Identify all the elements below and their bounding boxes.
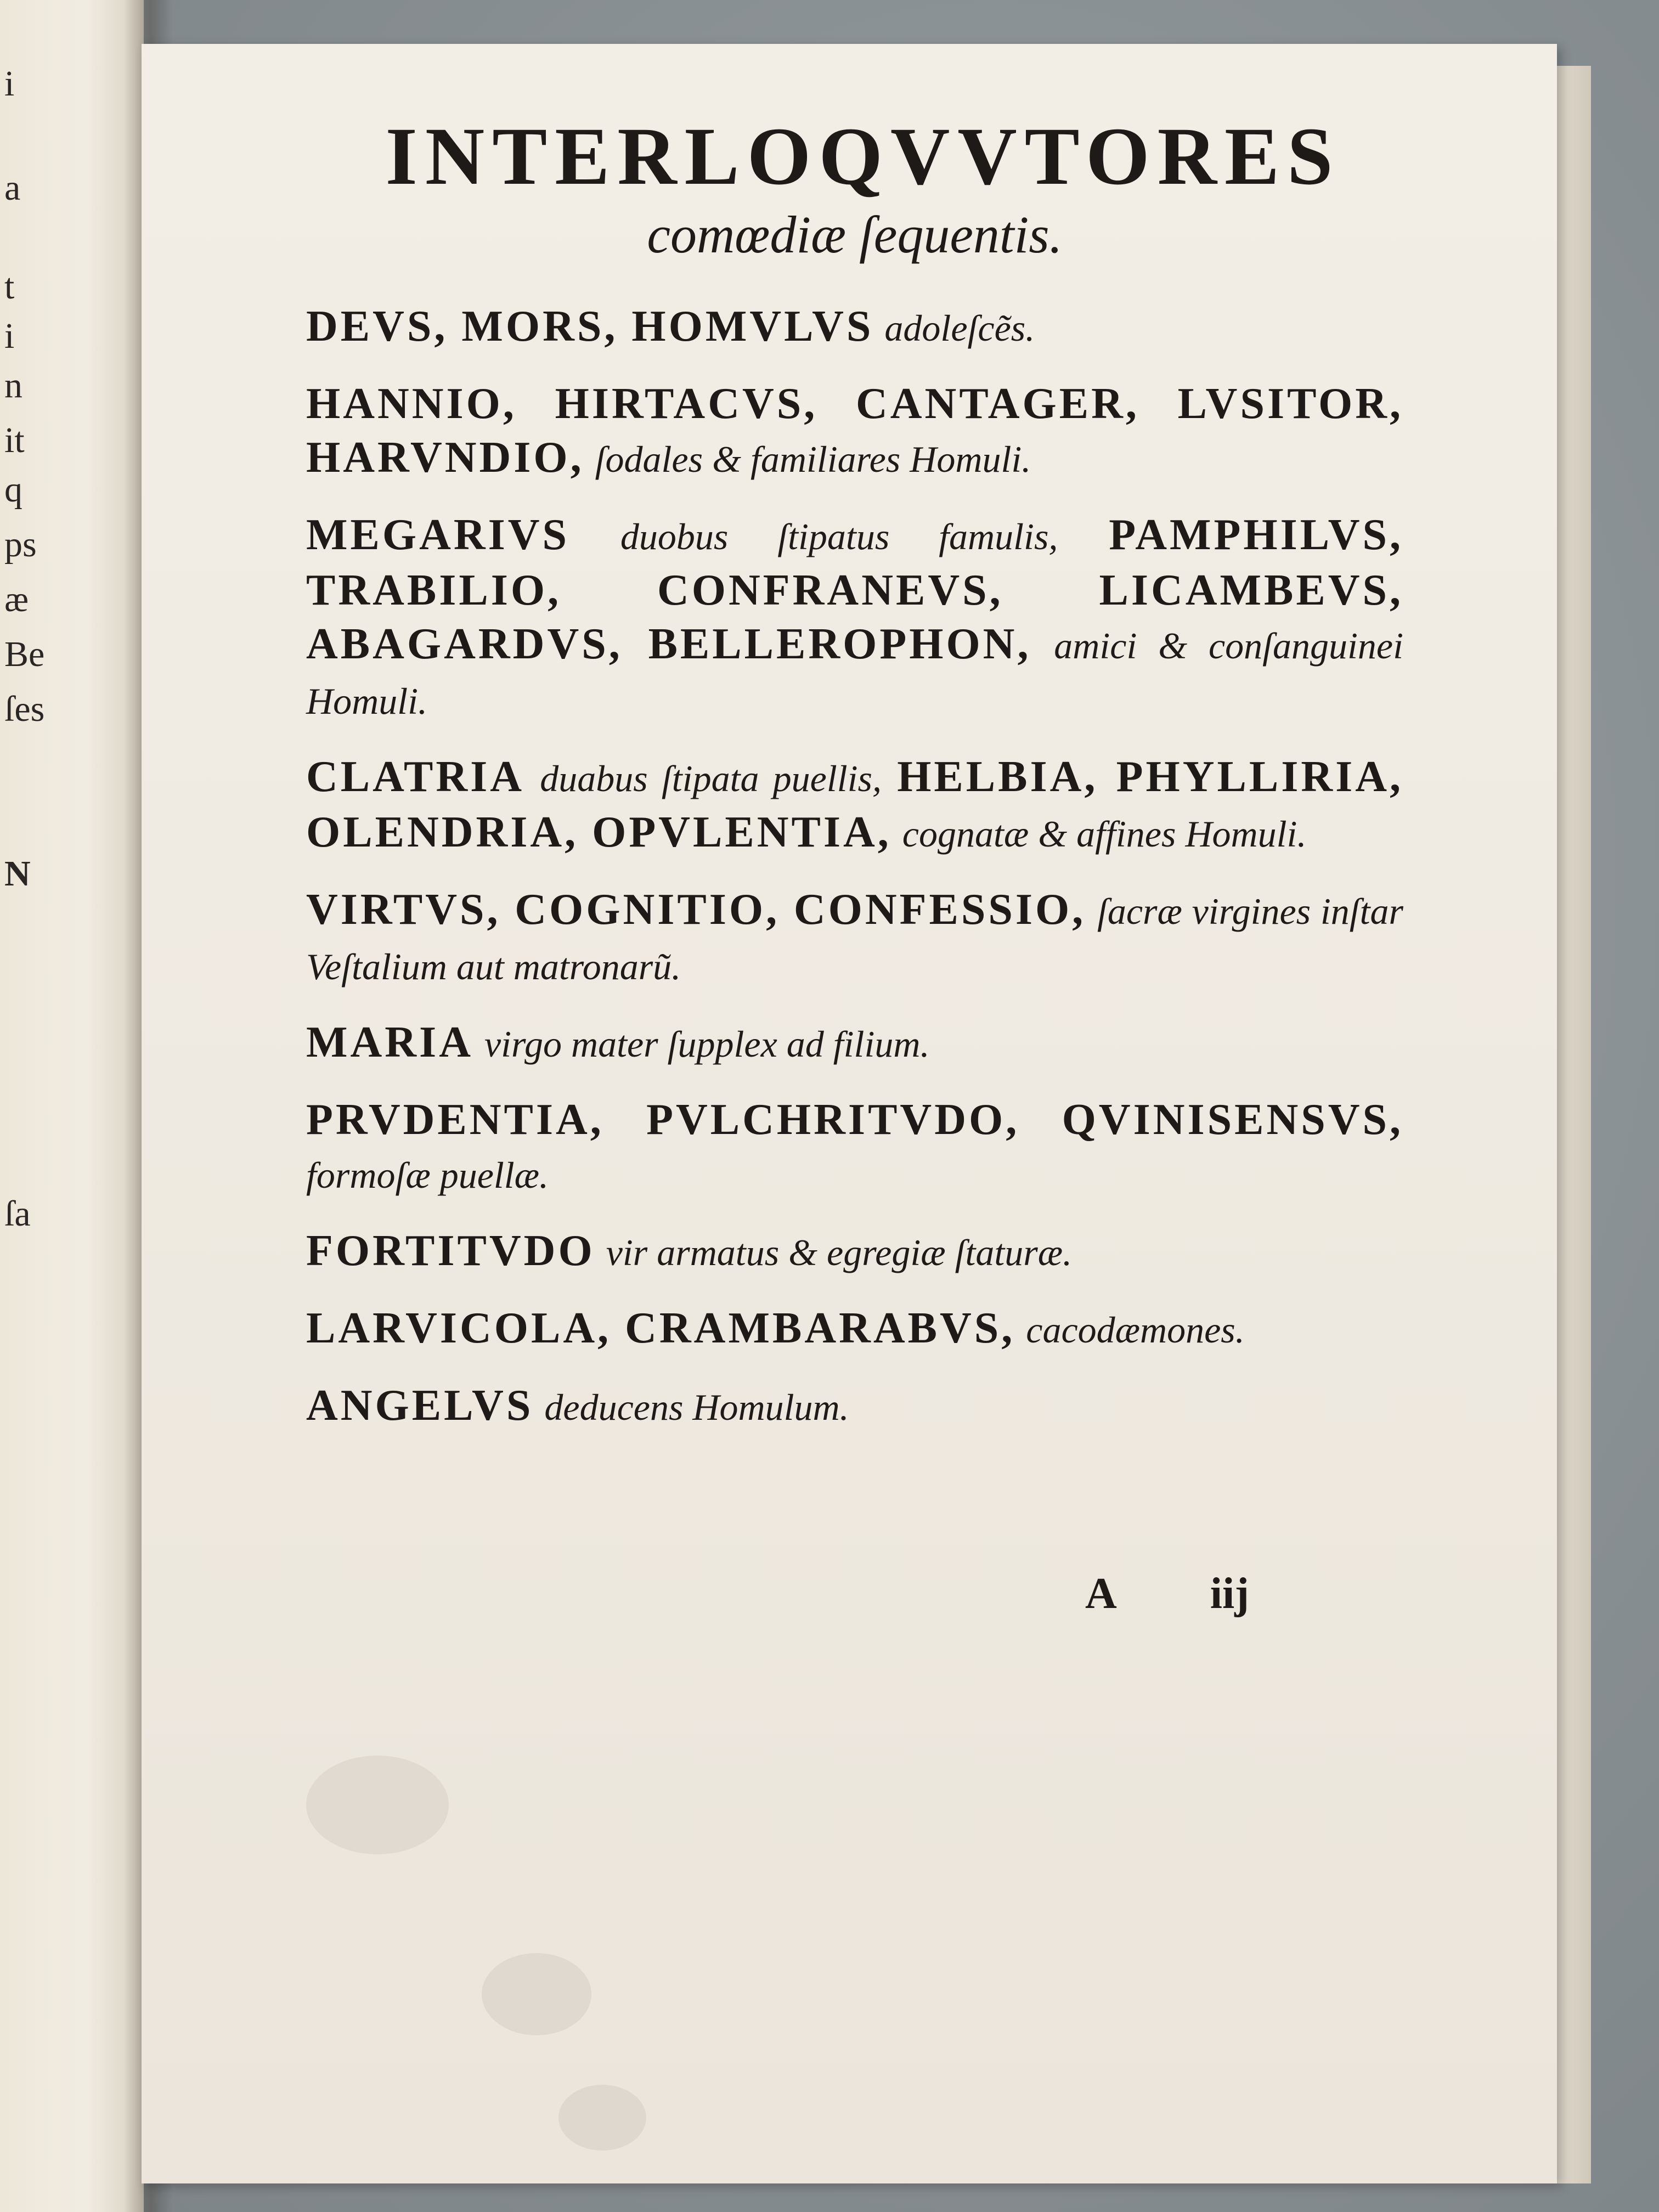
character-names: HANNIO, HIRTACVS, CANTAGER, LVSITOR, HARVNDIO, [306,380,1403,482]
character-description: deducens Homulum. [544,1386,849,1428]
page-title: INTERLOQVVTORES [385,111,1341,202]
character-entry [306,1379,1403,1434]
character-entry [306,750,1403,861]
character-names: CLATRIA [306,753,525,801]
character-names: HELBIA, PHYLLIRIA, OLENDRIA, OPVLENTIA, [306,753,1403,856]
character-entry [306,1015,1403,1071]
character-names: DEVS, MORS, HOMVLVS [306,302,874,351]
character-names: VIRTVS, COGNITIO, CONFESSIO, [306,885,1086,934]
character-description: ſodales & familiares Homuli. [595,438,1031,480]
left-fragment: ſa [4,1194,31,1234]
left-fragment: i [4,316,15,356]
page-subtitle: comœdiæ ſequentis. [647,205,1063,264]
left-fragment: ſes [4,689,45,729]
character-description: cognatæ & affines Homuli. [902,813,1307,855]
signature-letter: A [1085,1570,1117,1618]
paper-stain [482,1953,591,2035]
character-description: cacodæmones. [1026,1309,1245,1351]
character-names: PRVDENTIA, PVLCHRITVDO, QVINISENSVS, [306,1096,1403,1144]
character-description: virgo mater ſupplex ad filium. [484,1023,930,1065]
character-names: LARVICOLA, CRAMBARABVS, [306,1304,1015,1352]
left-fragment: ps [4,524,37,565]
character-description: duobus ſtipatus famulis, [620,516,1058,557]
character-names: MEGARIVS [306,511,570,559]
book-page [142,44,1557,2183]
character-names: MARIA [306,1018,473,1066]
paper-stain [558,2085,646,2151]
character-names: ANGELVS [306,1381,534,1430]
left-fragment: i [4,64,15,104]
paper-stain [306,1756,449,1854]
character-description: ſacræ virgines inſtar Veſtalium aut matronarũ. [306,890,1404,988]
character-entry [306,1093,1403,1202]
character-entry [306,1224,1403,1279]
character-names: PAMPHILVS, TRABILIO, CONFRANEVS, LICAMBEVS, ABAGARDVS, BELLEROPHON, [306,511,1404,668]
character-description: vir armatus & egregiæ ſtaturæ. [606,1232,1073,1273]
character-description: formoſæ puellæ. [306,1154,549,1196]
left-fragment: N [4,854,31,894]
left-fragment: a [4,168,21,208]
facing-page-left [0,0,144,2212]
character-description: amici & conſanguinei Homuli. [306,625,1403,722]
character-entry [306,883,1403,994]
character-entry [306,1301,1403,1357]
character-description: duabus ſtipata puellis, [540,758,882,799]
page-edge [1553,66,1591,2183]
left-fragment: n [4,365,22,405]
left-fragment: t [4,267,15,307]
signature-mark [1085,1569,1342,1619]
character-entry [306,300,1403,355]
character-entry [306,508,1403,728]
character-description: adoleſcẽs. [884,307,1035,349]
character-entry [306,377,1403,486]
left-fragment: it [4,420,25,460]
left-fragment: æ [4,579,29,619]
character-names: FORTITVDO [306,1227,595,1275]
page-text [306,111,1404,1456]
signature-number: iij [1210,1570,1249,1618]
left-fragment: q [4,470,22,510]
left-fragment: Be [4,634,45,674]
